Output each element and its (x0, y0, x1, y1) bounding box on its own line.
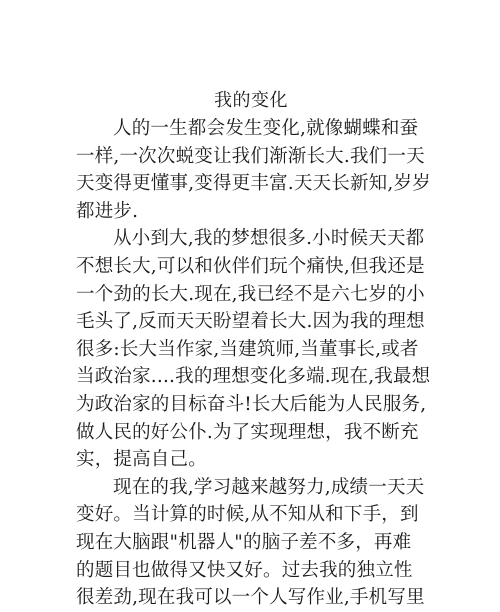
paragraph-line: 很差劲,现在我可以一个人写作业,手机写里 (76, 587, 425, 609)
paragraph-line: 从小到大,我的梦想很多.小时候天天都 (113, 228, 425, 250)
paragraph-line: 天变得更懂事,变得更丰富.天天长新知,岁岁 (76, 173, 431, 195)
paragraph-line: 变好。当计算的时候,从不知从和下手，到 (76, 504, 419, 526)
paragraph-line: 都进步. (76, 200, 139, 222)
paragraph-line: 毛头了,反而天天盼望着长大.因为我的理想 (76, 311, 425, 333)
paragraph-line: 一样,一次次蜕变让我们渐渐长大.我们一天 (76, 145, 425, 167)
paragraph-line: 一个劲的长大.现在,我已经不是六七岁的小 (76, 283, 425, 305)
paragraph-line: 为政治家的目标奋斗!长大后能为人民服务, (76, 393, 427, 415)
paragraph-line: 做人民的好公仆.为了实现理想，我不断充 (76, 421, 419, 443)
paragraph-line: 人的一生都会发生变化,就像蝴蝶和蚕 (113, 118, 419, 139)
paragraph-2 (76, 225, 431, 473)
paragraph-line: 现在大脑跟"机器人"的脑子差不多，再难 (76, 531, 412, 553)
paragraph-line: 现在的我,学习越来越努力,成绩一天天 (113, 476, 425, 498)
paragraph-line: 不想长大,可以和伙伴们玩个痛快,但我还是 (76, 255, 425, 277)
paragraph-line: 很多:长大当作家,当建筑师,当董事长,或者 (76, 338, 419, 360)
paragraph-line: 的题目也做得又快又好。过去我的独立性 (76, 559, 413, 581)
paragraph-1 (76, 115, 431, 225)
document-title: 我的变化 (214, 90, 288, 111)
paragraph-3 (76, 474, 426, 612)
paragraph-line: 当政治家....我的理想变化多端.现在,我最想 (76, 366, 431, 388)
paragraph-line: 实，提高自己。 (76, 449, 207, 471)
document-page (76, 86, 431, 612)
